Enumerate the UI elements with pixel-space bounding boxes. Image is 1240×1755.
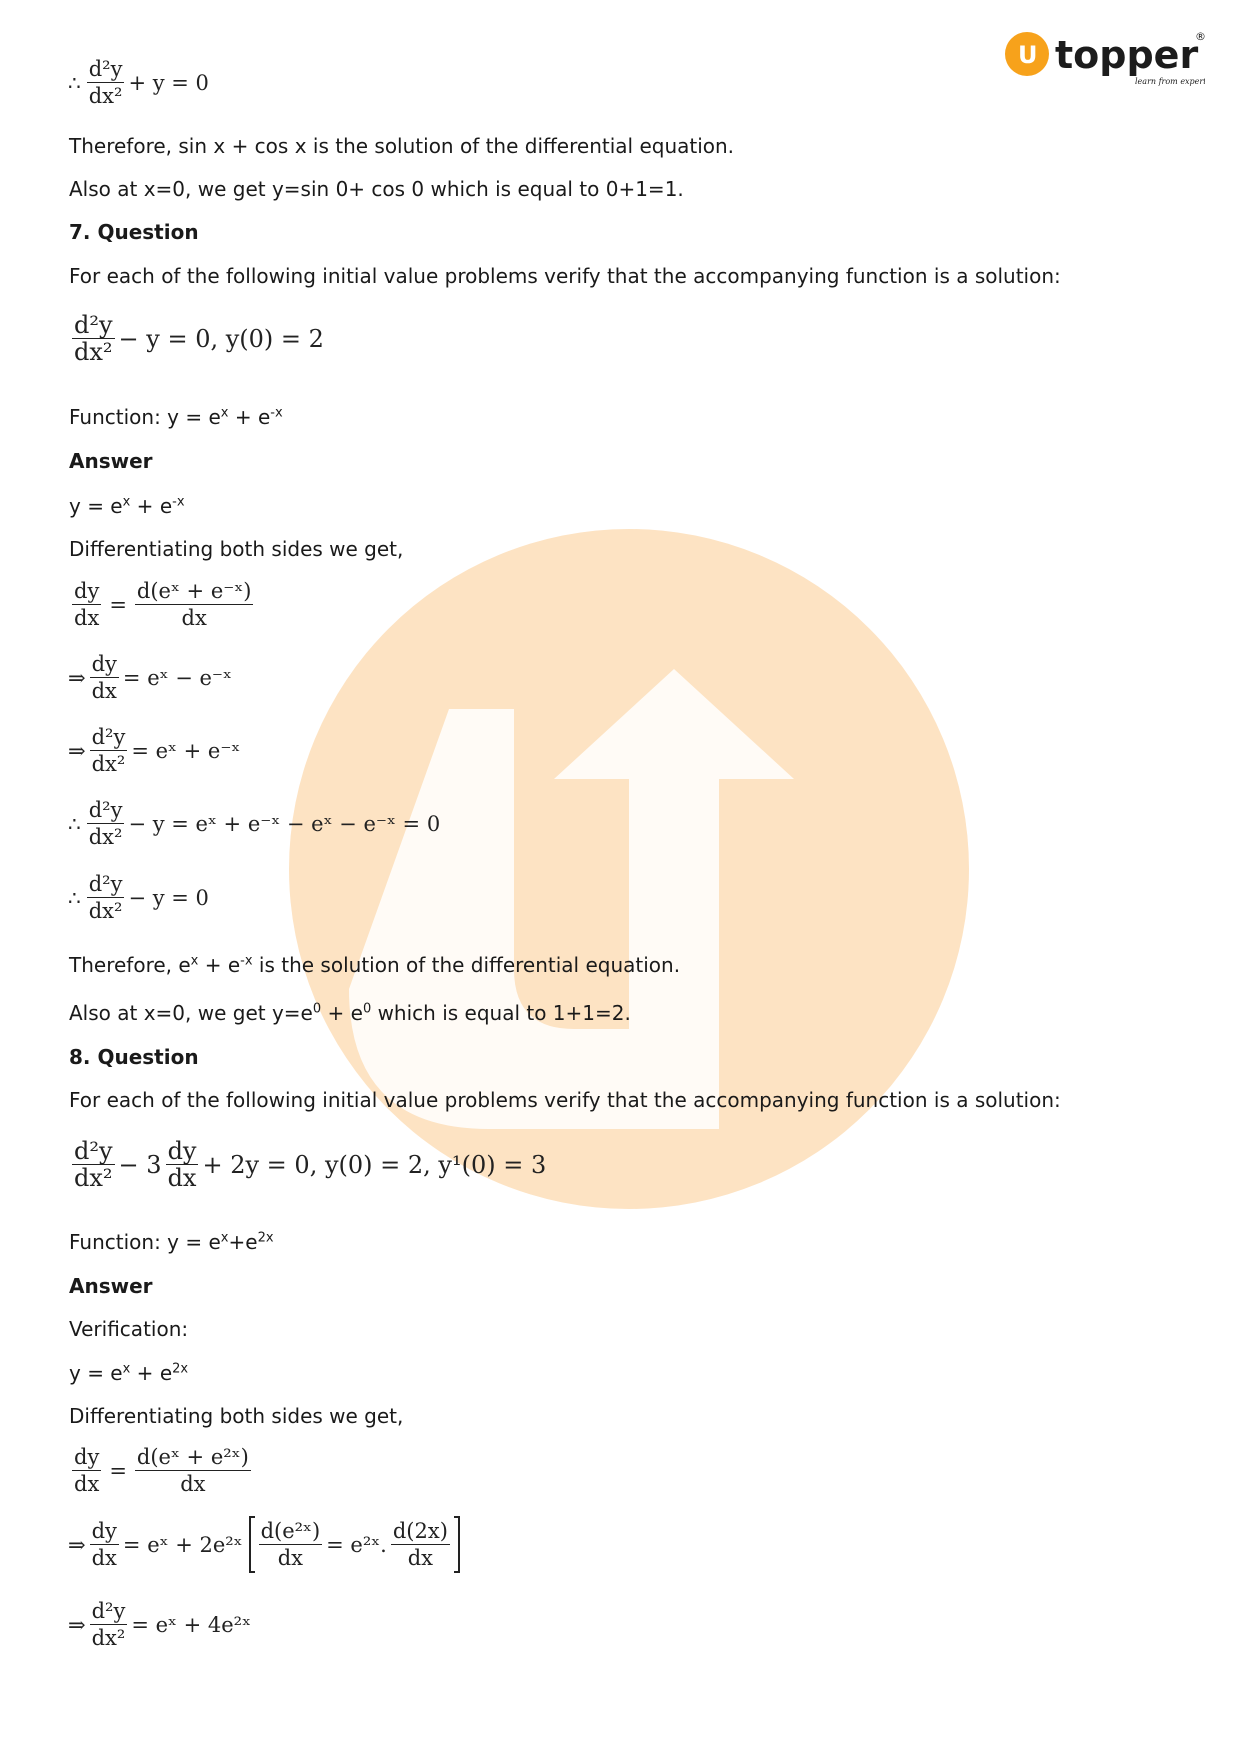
answer-heading: Answer: [69, 1274, 153, 1298]
equation-q7-check: ∴ $\frac{\text{d²y}}{\text{dx²}}$ − y = eˣ + e⁻ˣ − eˣ − e⁻ˣ = 0: [68, 798, 441, 849]
equation-top: [68, 56, 209, 109]
text-line: Therefore, $e^x + e^{-x}$ is the solution of the differential equation.: [69, 953, 681, 977]
question-title: 7. Question: [69, 220, 199, 244]
text-line: Therefore, sin x + cos x is the solution of the differential equation.: [69, 134, 735, 158]
question-text: For each of the following initial value problems verify that the accompanying function is a solution:: [69, 264, 1061, 288]
text-line: $y = e^x + e^{2x}$: [69, 1361, 189, 1385]
text-line: $y = e^x + e^{-x}$: [69, 494, 185, 518]
equation-rhs: − y = 0, y(0) = 2: [118, 324, 324, 353]
equation-q7: $\frac{\text{d²y}}{\text{dx²}}$ − y = 0, y(0) = 2: [74, 311, 324, 366]
equation-q7-derivative: $\frac{dy}{dx}$ = $\frac{\text{d(eˣ + e⁻ˣ)}}{dx}$: [74, 579, 252, 630]
topper-logo-icon: [1005, 28, 1205, 92]
equation-q8-derivative: $\frac{dy}{dx}$ = $\frac{\text{d(eˣ + e²ˣ)}}{dx}$: [74, 1445, 249, 1496]
question-text: For each of the following initial value problems verify that the accompanying function is a solution:: [69, 1088, 1061, 1112]
function-line: Function: $y = e^x + e^{-x}$: [69, 405, 283, 429]
logo-letter: U: [1018, 41, 1038, 69]
brand-logo: [1005, 28, 1205, 92]
equation-q7-d2y: ⇒ $\frac{\text{d²y}}{\text{dx²}}$ = eˣ + e⁻ˣ: [68, 725, 241, 776]
registered-mark: ®: [1195, 30, 1205, 43]
equation-q8: $\frac{\text{d²y}}{\text{dx²}}$ − 3 $\frac{dy}{dx}$ + 2y = 0, y(0) = 2, y¹(0) = 3: [74, 1137, 547, 1192]
therefore-symbol: ∴: [68, 70, 81, 95]
text-line: Verification:: [69, 1317, 189, 1341]
logo-text: topper: [1055, 33, 1199, 77]
equation-q7-result: ∴ $\frac{\text{d²y}}{\text{dx²}}$ − y = 0: [68, 872, 209, 923]
text-line: Differentiating both sides we get,: [69, 537, 404, 561]
equation-q8-dy: ⇒ $\frac{dy}{dx}$ = eˣ + 2e²ˣ $\frac{\text{d(e²ˣ)}}{dx}$ = e²ˣ. $\frac{d(2x)}{dx}$: [68, 1516, 460, 1573]
equation-q8-d2y: ⇒ $\frac{\text{d²y}}{\text{dx²}}$ = eˣ + 4e²ˣ: [68, 1599, 251, 1650]
text-line: Differentiating both sides we get,: [69, 1404, 404, 1428]
answer-heading: Answer: [69, 449, 153, 473]
bracket-expression: $\frac{\text{d(e²ˣ)}}{dx}$ = e²ˣ. $\frac{d(2x)}{dx}$: [249, 1516, 460, 1573]
function-line: Function: $y = e^x+e^{2x}$: [69, 1230, 274, 1254]
logo-tagline: learn from experts: [1135, 77, 1205, 86]
equation-rhs: + y = 0: [128, 70, 209, 95]
equation-q7-dy: ⇒ $\frac{dy}{dx}$ = eˣ − e⁻ˣ: [68, 652, 232, 703]
text-line: Also at x=0, we get y=sin 0+ cos 0 which is equal to 0+1=1.: [69, 177, 684, 201]
question-title: 8. Question: [69, 1045, 199, 1069]
text-line: Also at x=0, we get $y=e^0 + e^0$ which is equal to 1+1=2.: [69, 1001, 631, 1025]
fraction: $\frac{\text{d²y}}{\text{dx²}}$: [88, 57, 123, 108]
